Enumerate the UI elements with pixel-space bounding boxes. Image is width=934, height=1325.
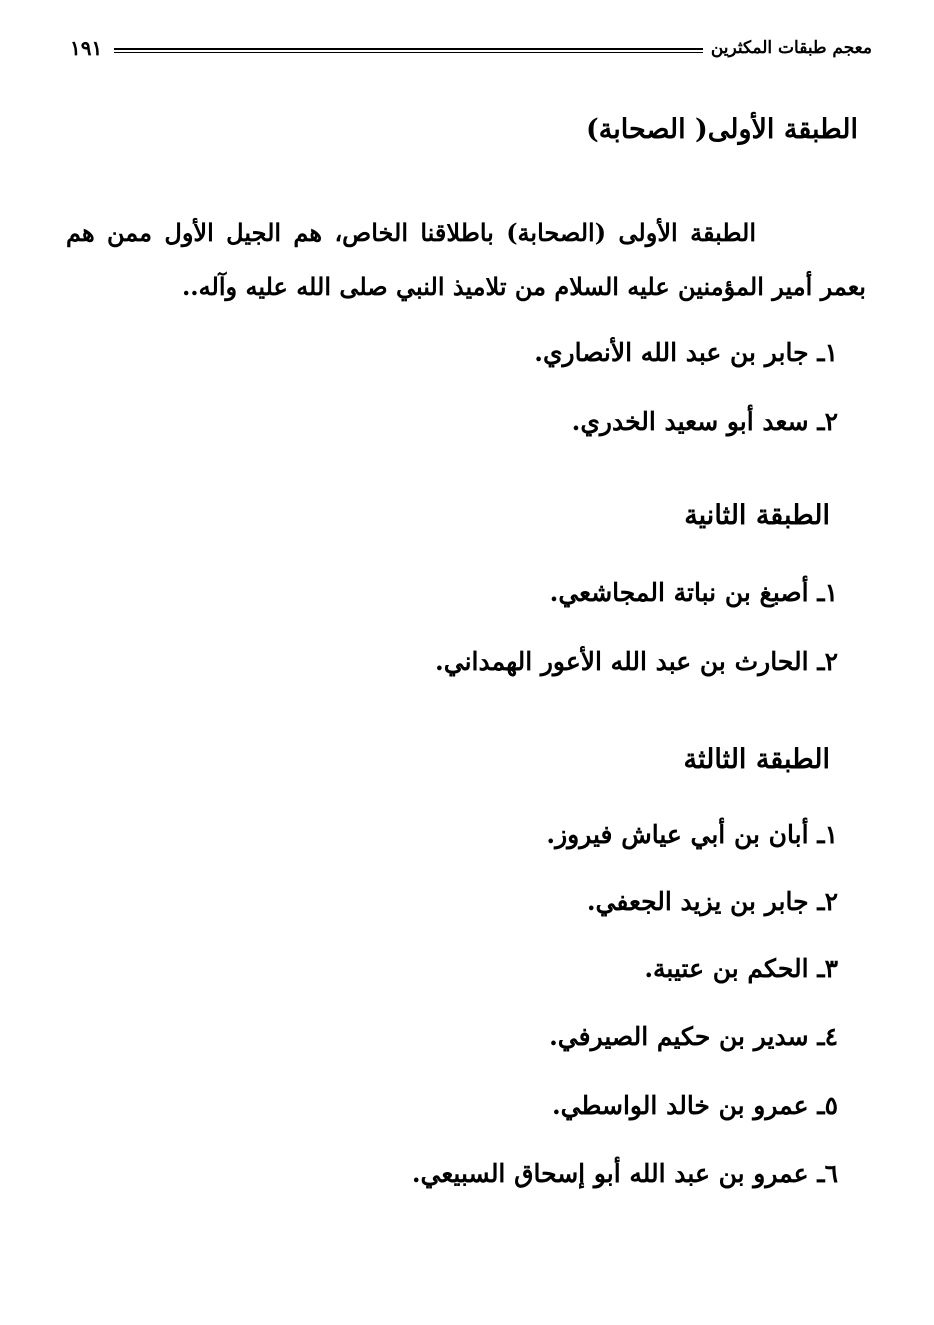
- list-item: ٢ـ الحارث بن عبد الله الأعور الهمداني.: [435, 647, 838, 676]
- list-item: ٣ـ الحكم بن عتيبة.: [644, 954, 838, 983]
- list-item: ١ـ جابر بن عبد الله الأنصاري.: [534, 338, 838, 367]
- page-number: ١٩١: [70, 36, 103, 60]
- intro-paragraph: [66, 206, 866, 314]
- list-item: ٦ـ عمرو بن عبد الله أبو إسحاق السبيعي.: [411, 1159, 838, 1188]
- list-item: ٥ـ عمرو بن خالد الواسطي.: [551, 1091, 838, 1120]
- list-item: ٢ـ جابر بن يزيد الجعفي.: [586, 887, 838, 916]
- running-header: [70, 30, 872, 66]
- intro-text: الطبقة الأولى (الصحابة) باطلاقنا الخاص، هم الجيل الأول ممن هم بعمر أمير المؤمنين عليه السلام من تلاميذ النبي صلى الله عليه وآله..: [66, 218, 866, 301]
- list-item: ١ـ أبان بن أبي عياش فيروز.: [546, 820, 838, 849]
- section-heading-second-tier: الطبقة الثانية: [684, 500, 830, 531]
- list-item: ٢ـ سعد أبو سعيد الخدري.: [571, 407, 838, 436]
- running-title: معجم طبقات المكثرين: [710, 38, 872, 58]
- list-item: ١ـ أصبغ بن نباتة المجاشعي.: [549, 578, 838, 607]
- list-item: ٤ـ سدير بن حكيم الصيرفي.: [549, 1022, 838, 1051]
- section-heading-third-tier: الطبقة الثالثة: [683, 744, 830, 775]
- header-rule: [114, 48, 703, 53]
- section-heading-first-tier: الطبقة الأولى( الصحابة): [586, 114, 858, 145]
